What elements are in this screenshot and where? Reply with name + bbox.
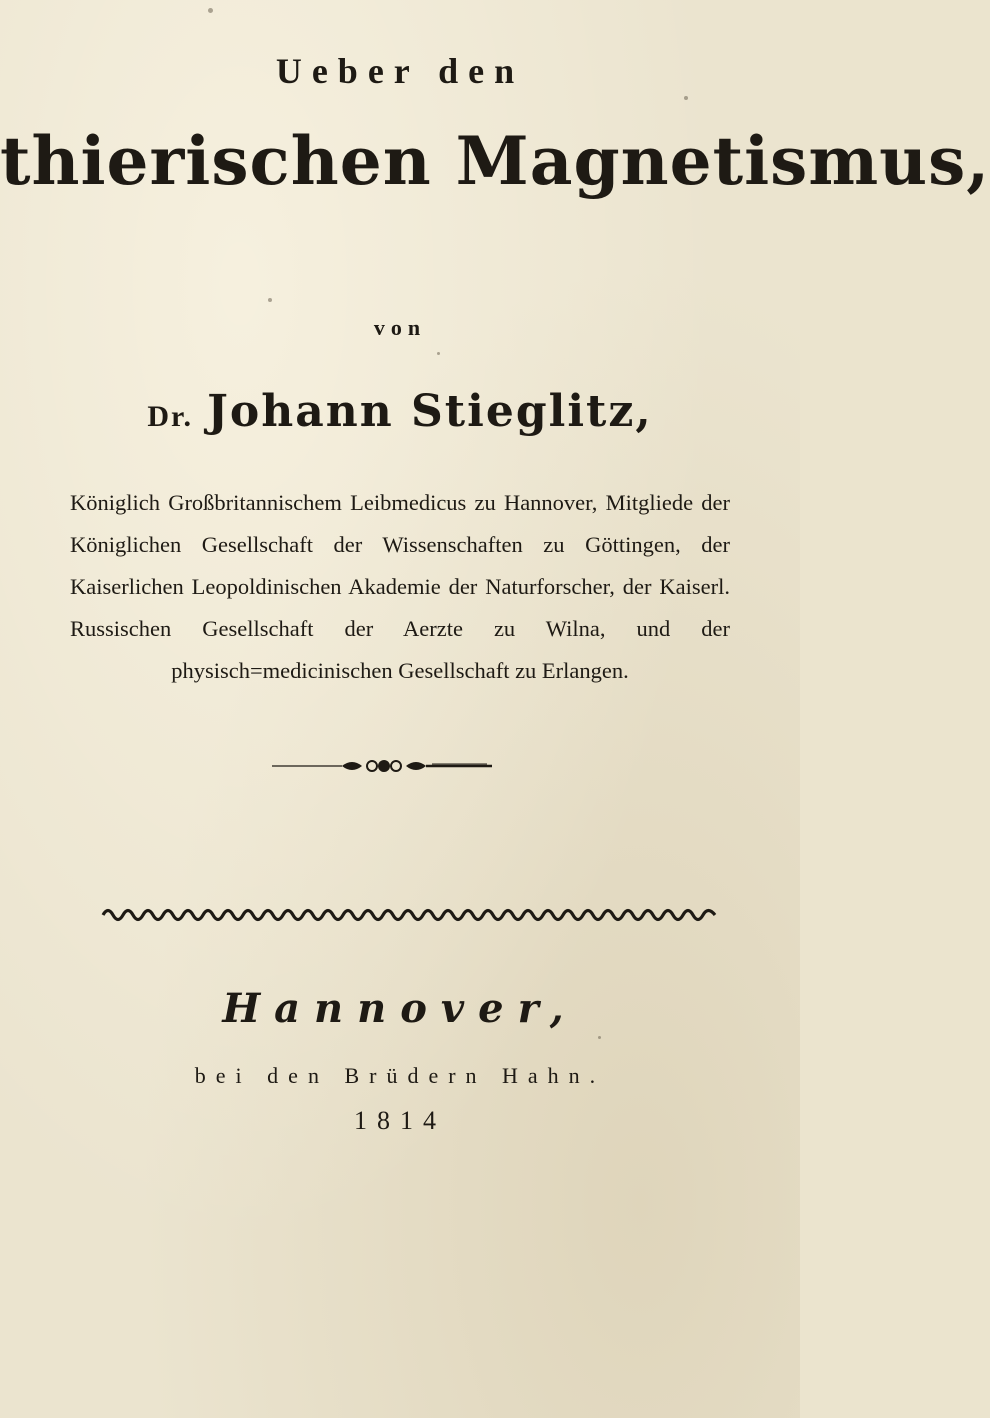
publisher: bei den Brüdern Hahn. [194,1063,606,1088]
author-prefix: Dr. [147,400,194,433]
paper-speck [268,298,272,302]
ornament-icon [262,754,502,778]
author-line [0,386,800,437]
paper-speck [437,352,440,355]
decorative-rule-icon [103,906,715,924]
paper-speck [684,96,688,100]
paper-speck [598,1036,601,1039]
year: 1814 [354,1106,446,1135]
header-prefix: Ueber den [275,51,525,91]
main-title: thierischen Magnetismus, [0,122,990,200]
by-line: von [373,315,427,340]
paper-speck [208,8,213,13]
author-credentials: Königlich Großbritannischem Leibmedicus zu Hannover, Mitgliede der Königlichen Gesellschaft der Wissenschaften zu Göttingen, der Kaiserlichen Leopoldinischen Akademie der Naturforscher, der Kaiserl. Russischen Gesellschaft der Aerzte zu Wilna, und der physisch=medicinischen Gesellschaft zu Erlangen. [70,490,730,683]
place: Hannover, [222,985,578,1032]
author-name: Johann Stieglitz, [207,386,653,437]
